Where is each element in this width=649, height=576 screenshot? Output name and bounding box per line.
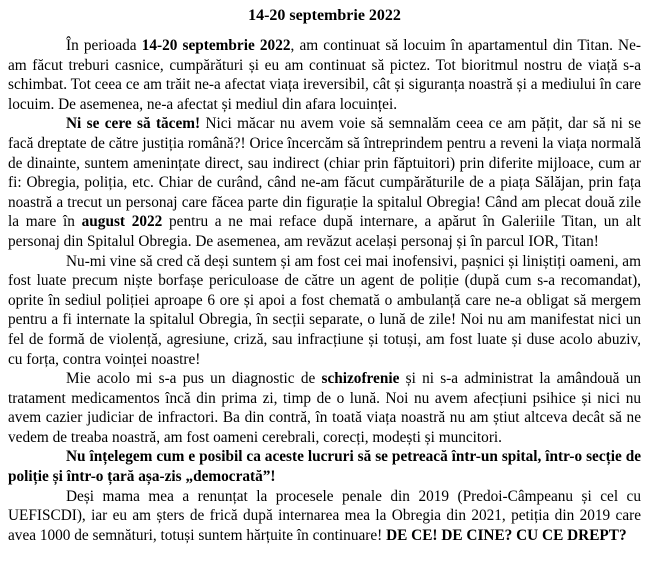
bold-text-run: schizofrenie: [321, 370, 400, 388]
bold-text-run: Nu înțelegem cum e posibil ca aceste lucruri să se petreacă într-un spital, într-o secție de poliție și într-o țară așa-zis „democrată”!: [8, 448, 641, 486]
page-title: 14-20 septembrie 2022: [248, 7, 401, 24]
bold-text-run: DE CE! DE CINE? CU CE DREPT?: [386, 526, 627, 544]
text-run: și ni s-a administrat la amândouă un tratament medicamentos încă din prima zi, timp de o lună. Noi nu avem afecțiuni psihice și nici nu avem cazier judiciar de infractori. Ba din contră, în toată viața noastră nu am știut altceva decât să ne vedem de treaba noastră, am fost oameni cerebrali, corecți, modești și muncitori.: [8, 370, 641, 446]
text-run: Mie acolo mi s-a pus un diagnostic de: [66, 370, 322, 388]
paragraph: [8, 369, 641, 447]
bold-text-run: Ni se cere să tăcem!: [66, 115, 201, 133]
text-run: pentru a ne mai reface după internare, a apărut în Galeriile Titan, un alt personaj din Spitalul Obregia. De asemenea, am revăzut același personaj și în parcul IOR, Titan!: [8, 213, 642, 250]
document-body: [8, 36, 641, 545]
text-run: Deși mama mea a renunțat la procesele penale din 2019 (Predoi-Câmpeanu și cel cu UEFISCDI), iar eu am șters de frică după internarea mea la Obregia din 2021, petiția din 2019 care avea 1000 de semnături, totuși suntem hărțuite în continuare!: [8, 487, 641, 544]
bold-text-run: 14-20 septembrie 2022: [141, 37, 291, 54]
bold-text-run: august 2022: [81, 213, 163, 231]
paragraph: [8, 252, 641, 370]
paragraph: [8, 447, 641, 486]
text-run: În perioada: [66, 37, 142, 54]
text-run: Nici măcar nu avem voie să semnalăm ceea ce am pățit, dar să ni se facă dreptate de către justiția română?! Orice încercăm să întreprindem pentru a reveni la viața normală de dinainte, suntem amenințate direct, sau indirect (chiar prin făptuitori) prin diferite mijloace, cum ar fi: Obregia, poliția, etc. Chiar de curând, când ne-am făcut cumpărăturile de a piața Sălăjan, prin fața noastră a trecut un personaj care făcea parte din figurație la spitalul Obregia! Când am plecat două zile la mare în: [8, 115, 641, 231]
paragraph: [8, 36, 641, 114]
text-run: , am continuat să locuim în apartamentul din Titan. Ne-am făcut treburi casnice, cumpărături și eu am continuat să pictez. Tot bioritmul nostru de viață s-a schimbat. Tot ceea ce am trăit ne-a afectat viața ireversibil, cât și siguranța noastră și a mediului în care locuim. De asemenea, ne-a afectat și mediul din afara locuinței.: [8, 37, 641, 113]
text-run: Nu-mi vine să cred că deși suntem și am fost cei mai inofensivi, pașnici și liniștiți oameni, am fost luate precum niște borfașe periculoase de către un agent de poliție (după cum s-a recomandat), oprite în sediul poliției aproape 6 ore și apoi a fost chemată o ambulanță care ne-a obligat să mergem pentru a fi internate la spitalul Obregia, în secții separate, o lună de zile! Noi nu am manifestat nici un fel de formă de violență, agresiune, criză, sau infracțiune și totuși, am fost luate și duse acolo abuziv, cu forța, contra voinței noastre!: [8, 252, 641, 368]
paragraph: [8, 114, 641, 251]
paragraph: [8, 487, 641, 546]
